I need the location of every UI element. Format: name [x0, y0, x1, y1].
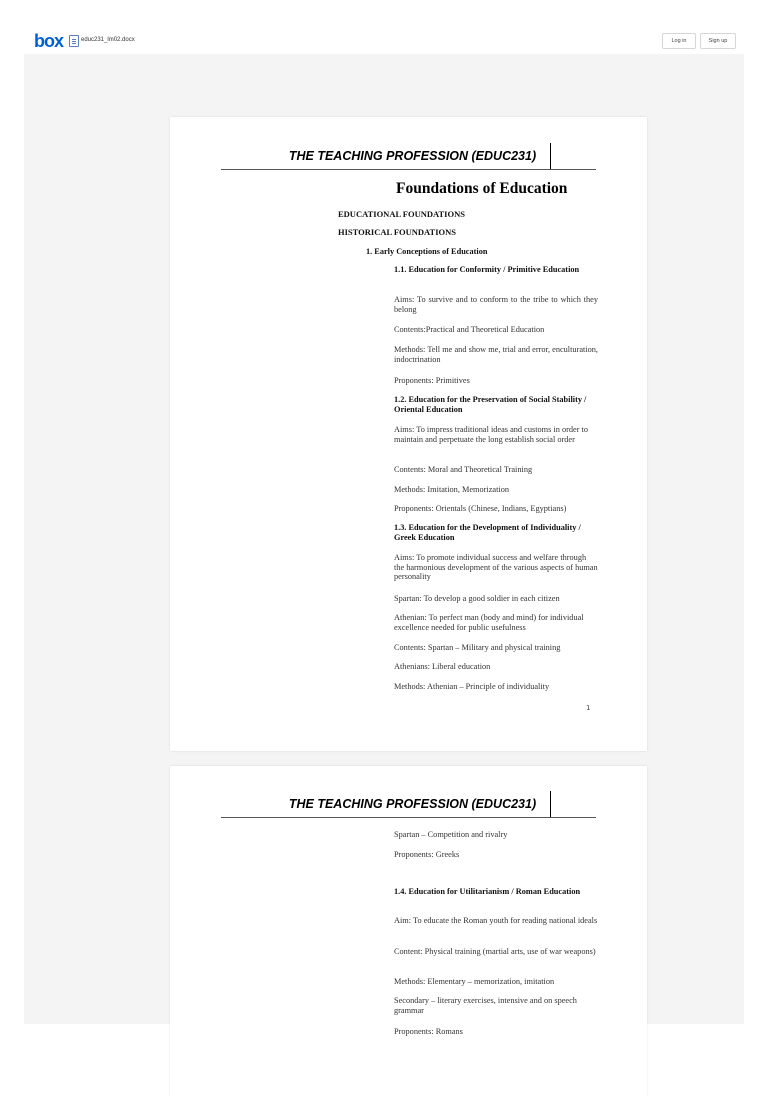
- document-file-icon: [69, 35, 79, 47]
- section-1-4-aim: Aim: To educate the Roman youth for reading national ideals: [394, 916, 598, 925]
- spartan-competition: Spartan – Competition and rivalry: [394, 830, 508, 839]
- section-1-1-methods: Methods: Tell me and show me, trial and error, enculturation, indoctrination: [394, 345, 598, 364]
- section-1-3-athenians: Athenians: Liberal education: [394, 662, 491, 671]
- box-logo[interactable]: box: [34, 31, 64, 51]
- section-1-4-proponents: Proponents: Romans: [394, 1027, 463, 1036]
- login-button[interactable]: Log in: [662, 33, 696, 49]
- header-cursor-bar: [550, 143, 551, 170]
- section-1-1-contents: Contents:Practical and Theoretical Education: [394, 325, 545, 334]
- section-1-2-title: 1.2. Education for the Preservation of Social Stability / Oriental Education: [394, 395, 587, 414]
- section-1-1-aims: Aims: To survive and to conform to the tribe to which they belong: [394, 295, 598, 314]
- proponents-greeks: Proponents: Greeks: [394, 850, 460, 859]
- heading-early-conceptions: 1. Early Conceptions of Education: [366, 247, 488, 256]
- signup-button[interactable]: Sign up: [700, 33, 736, 49]
- section-1-2-methods: Methods: Imitation, Memorization: [394, 485, 509, 494]
- section-1-2-contents: Contents: Moral and Theoretical Training: [394, 465, 533, 474]
- page-number: 1: [586, 704, 591, 712]
- section-1-4-title: 1.4. Education for Utilitarianism / Roman Education: [394, 887, 581, 896]
- top-bar: [0, 0, 768, 54]
- section-1-4-content: Content: Physical training (martial arts, use of war weapons): [394, 947, 596, 956]
- section-1-1-proponents: Proponents: Primitives: [394, 376, 470, 385]
- heading-historical-foundations: HISTORICAL FOUNDATIONS: [338, 227, 457, 237]
- section-1-2-aims: Aims: To impress traditional ideas and customs in order to maintain and perpetuate the long establish social order: [394, 425, 588, 444]
- section-1-2-proponents: Proponents: Orientals (Chinese, Indians, Egyptians): [394, 504, 567, 513]
- section-1-3-methods: Methods: Athenian – Principle of individuality: [394, 682, 550, 691]
- file-name: educ231_lm02.docx: [81, 37, 135, 43]
- header-cursor-bar: [550, 791, 551, 818]
- header-rule: [221, 169, 596, 170]
- header-rule: [221, 817, 596, 818]
- document-page-2: [170, 766, 647, 1096]
- document-title: Foundations of Education: [396, 180, 568, 197]
- section-1-3-title: 1.3. Education for the Development of Individuality / Greek Education: [394, 523, 581, 542]
- section-1-3-spartan: Spartan: To develop a good soldier in each citizen: [394, 594, 560, 603]
- section-1-1-title: 1.1. Education for Conformity / Primitive Education: [394, 265, 580, 274]
- running-header-text: THE TEACHING PROFESSION (EDUC231): [288, 149, 537, 163]
- section-1-3-contents: Contents: Spartan – Military and physical training: [394, 643, 561, 652]
- document-page-1: [170, 117, 647, 751]
- heading-educational-foundations: EDUCATIONAL FOUNDATIONS: [338, 209, 465, 219]
- document-viewer[interactable]: [24, 54, 744, 1036]
- running-header-text: THE TEACHING PROFESSION (EDUC231): [288, 797, 537, 811]
- running-header-page-2: [170, 797, 647, 811]
- section-1-4-secondary: Secondary – literary exercises, intensive and on speech grammar: [394, 996, 577, 1015]
- running-header: [170, 149, 647, 163]
- section-1-3-aims: Aims: To promote individual success and welfare through the harmonious development of the various aspects of human personality: [394, 553, 598, 582]
- section-1-4-methods: Methods: Elementary – memorization, imitation: [394, 977, 555, 986]
- section-1-3-athenian: Athenian: To perfect man (body and mind) for individual excellence needed for public usefulness: [394, 613, 584, 632]
